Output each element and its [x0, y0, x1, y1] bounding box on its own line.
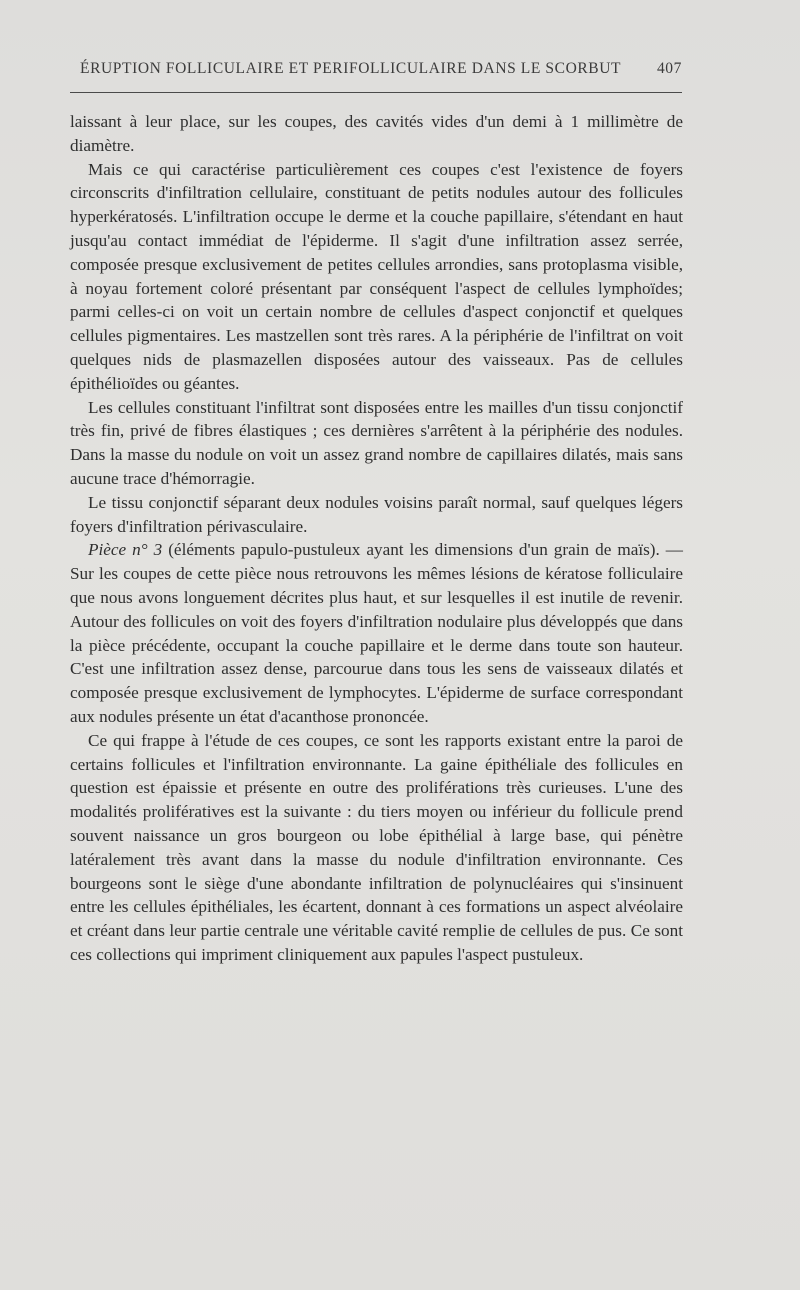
paragraph-3: Les cellules constituant l'infiltrat sont disposées entre les mailles d'un tissu conjonctif très fin, privé de fibres élastiques ; ces dernières s'arrêtent à la périphérie des nodules. Dans la masse du nodule on voit un assez grand nombre de capillaires dilatés, mais sans aucune trace d'hémorragie.: [70, 397, 683, 488]
paragraph-2: Mais ce qui caractérise particulièrement ces coupes c'est l'existence de foyers circonscrits d'infiltration cellulaire, constituant de petits nodules autour des follicules hyperkératosés. L'infiltration occupe le derme et la couche papillaire, s'étendant en haut jusqu'au contact immédiat de l'épiderme. Il s'agit d'une infiltration assez serrée, composée presque exclusivement de petites cellules arrondies, sans protoplasma visible, à noyau fortement coloré présentant par conséquent l'aspect de cellules lymphoïdes; parmi celles-ci on voit un certain nombre de cellules d'aspect conjonctif et quelques cellules pigmentaires. Les mastzellen sont très rares. A la périphérie de l'infiltrat on voit quelques nids de plasmazellen disposées autour des vaisseaux. Pas de cellules épithélioïdes ou géantes.: [70, 159, 683, 393]
paragraph-5-text: (éléments papulo-pustuleux ayant les dimensions d'un grain de maïs). — Sur les coupes de cette pièce nous retrouvons les mêmes lésions de kératose folliculaire que nous avons longuement décrites plus haut, et sur lesquelles il est inutile de revenir. Autour des follicules on voit des foyers d'infiltration nodulaire plus développés que dans la pièce précédente, occupant la couche papillaire et le derme dans toute son hauteur. C'est une infiltration assez dense, parcourue dans tous les sens de vaisseaux dilatés et composée presque exclusivement de lymphocytes. L'épiderme de surface correspondant aux nodules présente un état d'acanthose prononcée.: [70, 540, 683, 726]
running-title: ÉRUPTION FOLLICULAIRE ET PERIFOLLICULAIRE DANS LE SCORBUT: [80, 60, 622, 77]
page-number: 407: [656, 60, 682, 77]
header-rule: [70, 92, 682, 93]
specimen-label: Pièce n° 3: [88, 540, 163, 560]
paragraph-5: [70, 538, 683, 728]
body-text: [70, 110, 683, 967]
paragraph-6: Ce qui frappe à l'étude de ces coupes, ce sont les rapports existant entre la paroi de certains follicules et l'infiltration environnante. La gaine épithéliale des follicules en question est épaissie et présente en outre des proliférations très curieuses. L'une des modalités prolifératives est la suivante : du tiers moyen ou inférieur du follicule prend souvent naissance un gros bourgeon ou lobe épithélial à large base, qui pénètre latéralement très avant dans la masse du nodule d'infiltration environnante. Ces bourgeons sont le siège d'une abondante infiltration de polynucléaires qui s'insinuent entre les cellules épithéliales, les écartent, donnant à ces formations un aspect alvéolaire et créant dans leur partie centrale une véritable cavité remplie de cellules de pus. Ce sont ces collections qui impriment cliniquement aux papules l'aspect pustuleux.: [70, 730, 683, 964]
paragraph-1: laissant à leur place, sur les coupes, des cavités vides d'un demi à 1 millimètre de diamètre.: [70, 112, 683, 155]
running-header: [70, 60, 682, 86]
paragraph-4: Le tissu conjonctif séparant deux nodules voisins paraît normal, sauf quelques légers foyers d'infiltration périvasculaire.: [70, 492, 683, 536]
